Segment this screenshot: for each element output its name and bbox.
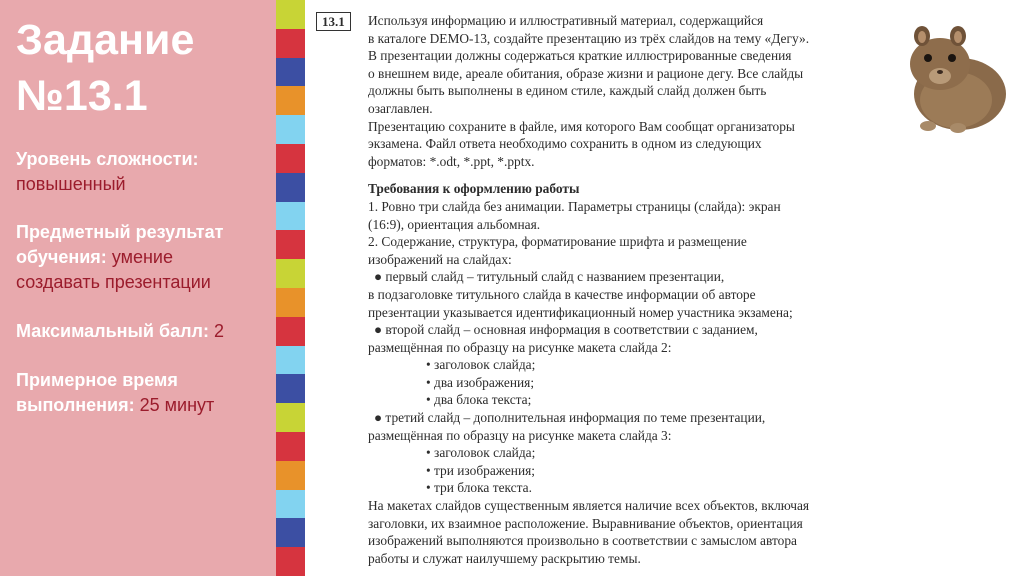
color-stripe [276,0,305,576]
slide1-line: презентации указывается идентификационный номер участника экзамена; [368,304,793,320]
stripe-block [276,230,305,259]
save-line: экзамена. Файл ответа необходимо сохранить в одном из следующих [368,136,762,152]
slide3-item: • заголовок слайда; [426,445,536,461]
sidebar-panel [0,0,276,576]
stripe-block [276,461,305,490]
result-label-1: Предметный результат [16,222,224,242]
slide3-line: ● третий слайд – дополнительная информация по теме презентации, [374,410,766,426]
requirement-line: 2. Содержание, структура, форматирование шрифта и размещение [368,234,747,250]
save-line: форматов: *.odt, *.ppt, *.pptx. [368,153,535,169]
task-title-line1: Задание [16,16,195,64]
final-line: заголовки, их взаимное расположение. Выравнивание объектов, ориентация [368,515,803,531]
stripe-block [276,288,305,317]
slide2-line: ● второй слайд – основная информация в соответствии с заданием, [374,322,758,338]
stripe-block [276,547,305,576]
requirements-header: Требования к оформлению работы [368,181,580,197]
stripe-block [276,0,305,29]
slide3-line: размещённая по образцу на рисунке макета слайда 3: [368,427,672,443]
slide2-item: • два изображения; [426,374,535,390]
slide2-item: • заголовок слайда; [426,357,536,373]
requirement-line: изображений на слайдах: [368,251,512,267]
score-block [16,319,224,344]
stripe-block [276,144,305,173]
result-block [16,220,223,295]
slide1-line: в подзаголовке титульного слайда в качестве информации об авторе [368,286,756,302]
difficulty-value: повышенный [16,174,126,194]
stripe-block [276,115,305,144]
result-value-1: умение [111,247,174,267]
time-block [16,368,214,418]
score-value: 2 [213,321,224,341]
stripe-block [276,518,305,547]
stripe-block [276,259,305,288]
slide2-line: размещённая по образцу на рисунке макета слайда 2: [368,339,672,355]
final-line: работы и служат наилучшему раскрытию темы. [368,550,641,566]
difficulty-block [16,147,199,197]
intro-line: должны быть выполнены в едином стиле, каждый слайд должен быть [368,83,767,99]
stripe-block [276,173,305,202]
intro-line: в каталоге DEMO-13, создайте презентацию из трёх слайдов на тему «Дегу». [368,30,810,46]
stripe-block [276,432,305,461]
save-line: Презентацию сохраните в файле, имя которого Вам сообщат организаторы [368,118,795,134]
stripe-block [276,346,305,375]
degu-photo [898,12,1010,140]
stripe-block [276,58,305,87]
slide3-item: • три блока текста. [426,480,532,496]
task-number-box: 13.1 [316,12,351,31]
difficulty-label: Уровень сложности: [16,149,199,169]
result-value-2: создавать презентации [16,272,211,292]
intro-line: озаглавлен. [368,100,433,116]
slide1-line: ● первый слайд – титульный слайд с названием презентации, [374,269,725,285]
stripe-block [276,490,305,519]
task-document [316,12,876,567]
stripe-block [276,29,305,58]
slide2-item: • два блока текста; [426,392,532,408]
requirement-line: 1. Ровно три слайда без анимации. Параметры страницы (слайда): экран [368,198,781,214]
slide3-item: • три изображения; [426,462,536,478]
stripe-block [276,317,305,346]
stripe-block [276,403,305,432]
task-title-line2: №13.1 [16,72,148,120]
final-line: изображений выполняются произвольно в соответствии с замыслом автора [368,533,797,549]
result-label-2: обучения: [16,247,107,267]
stripe-block [276,202,305,231]
stripe-block [276,86,305,115]
intro-line: Используя информацию и иллюстративный материал, содержащийся [368,13,764,28]
stripe-block [276,374,305,403]
requirement-line: (16:9), ориентация альбомная. [368,216,541,232]
final-line: На макетах слайдов существенным является наличие всех объектов, включая [368,498,810,514]
time-label-1: Примерное время [16,370,178,390]
task-title [16,12,194,124]
intro-line: В презентации должны содержаться краткие иллюстрированные сведения [368,48,792,64]
time-label-2: выполнения: [16,395,135,415]
intro-line: о внешнем виде, ареале обитания, образе жизни и рационе дегу. Все слайды [368,65,804,81]
time-value: 25 минут [139,395,215,415]
score-label: Максимальный балл: [16,321,209,341]
